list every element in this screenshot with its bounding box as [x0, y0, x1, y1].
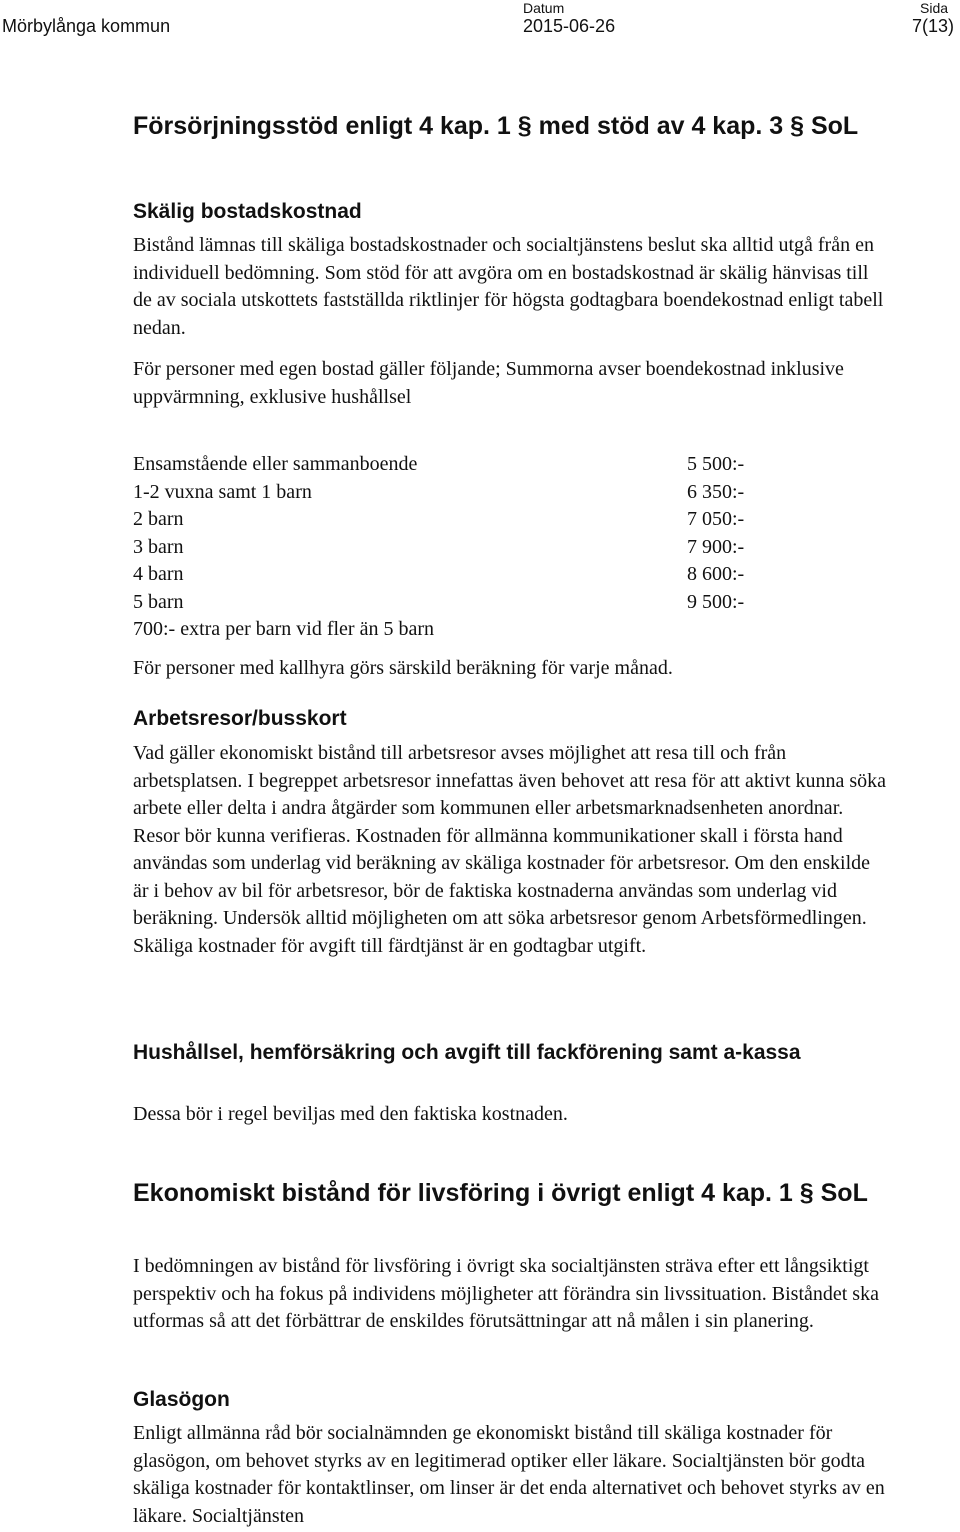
- table-row: [133, 451, 833, 479]
- row-amount: 7 050:-: [687, 508, 745, 530]
- section-heading-glasogon: Glasögon: [133, 1388, 230, 1411]
- paragraph-hushallsel: Dessa bör i regel beviljas med den faktiska kostnaden.: [133, 1103, 568, 1125]
- paragraph-kallhyra: För personer med kallhyra görs särskild beräkning för varje månad.: [133, 657, 673, 679]
- date-label: Datum: [523, 0, 565, 16]
- paragraph-bostadskostnad: Bistånd lämnas till skäliga bostadskostnader och socialtjänstens beslut ska alltid utgå från en individuell bedömning. Som stöd för att avgöra om en bostadskostnad är skälig hänvisas till de av sociala utskottets fastställda riktlinjer för högsta godtagbara boendekostnad enligt tabell nedan.: [133, 234, 884, 339]
- row-label: 700:- extra per barn vid fler än 5 barn: [133, 618, 434, 640]
- row-label: Ensamstående eller sammanboende: [133, 453, 418, 475]
- row-label: 5 barn: [133, 590, 184, 613]
- paragraph-arbetsresor: Vad gäller ekonomiskt bistånd till arbetsresor avses möjlighet att resa till och från arbetsplatsen. I begreppet arbetsresor innefattas även behovet att resa för att aktivt kunna söka arbete eller delta i andra åtgärder som kommunen eller arbetsmarknadsenheten anordnar. Resor bör kunna verifieras. Kostnaden för allmänna kommunikationer skall i första hand användas som underlag vid beräkning av skäliga kostnader för arbetsresor. Om den enskilde är i behov av bil för arbetsresor, bör de faktiska kostnaderna användas som underlag vid beräkning. Undersök alltid möjligheten om att söka arbetsresor genom Arbetsförmedlingen. Skäliga kostnader för avgift till färdtjänst är en godtagbar utgift.: [133, 742, 887, 957]
- page-header: [0, 0, 960, 44]
- paragraph-glasogon: Enligt allmänna råd bör socialnämnden ge ekonomiskt bistånd till skäliga kostnader för glasögon, om behovet styrks av en legitimerad optiker eller läkare. Socialtjänsten bör godta skäliga kostnader för kontaktlinser, om linser är det enda alternativet och behovet styrks av en läkare. Socialtjänsten: [133, 1422, 885, 1527]
- section-heading-arbetsresor: Arbetsresor/busskort: [133, 707, 347, 730]
- row-label: 1-2 vuxna samt 1 barn: [133, 480, 312, 503]
- section-heading-skalig-bostadskostnad: Skälig bostadskostnad: [133, 200, 362, 223]
- table-row: [133, 534, 833, 562]
- table-row: [133, 506, 833, 534]
- table-row-extra: [133, 616, 833, 644]
- section-heading-hushallsel: Hushållsel, hemförsäkring och avgift till fackförening samt a-kassa: [133, 1041, 801, 1064]
- page-number: 7(13): [912, 16, 955, 36]
- row-amount: 6 350:-: [687, 480, 745, 503]
- row-label: 3 barn: [133, 535, 184, 558]
- section-heading-forsorjningsstod: Försörjningsstöd enligt 4 kap. 1 § med stöd av 4 kap. 3 § SoL: [133, 112, 859, 140]
- table-row: [133, 479, 833, 507]
- row-amount: 8 600:-: [687, 563, 745, 585]
- row-label: 4 barn: [133, 563, 184, 585]
- table-row: [133, 561, 833, 589]
- row-amount: 5 500:-: [687, 453, 745, 475]
- paragraph-livsforing: I bedömningen av bistånd för livsföring i övrigt ska socialtjänsten sträva efter ett långsiktigt perspektiv och ha fokus på individens möjligheter att förändra sin livssituation. Biståndet ska utformas så att det förbättrar de enskildes förutsättningar att nå målen i sin planering.: [133, 1255, 879, 1332]
- page-label: Sida: [920, 0, 949, 16]
- row-amount: 7 900:-: [687, 535, 745, 558]
- row-amount: 9 500:-: [687, 590, 745, 613]
- organization-name: Mörbylånga kommun: [2, 16, 171, 36]
- section-heading-livsforing: Ekonomiskt bistånd för livsföring i övrigt enligt 4 kap. 1 § SoL: [133, 1179, 868, 1207]
- row-label: 2 barn: [133, 508, 184, 530]
- table-row: [133, 589, 833, 617]
- document-date: 2015-06-26: [523, 16, 616, 36]
- paragraph-egen-bostad: För personer med egen bostad gäller följande; Summorna avser boendekostnad inklusive uppvärmning, exklusive hushållsel: [133, 358, 844, 408]
